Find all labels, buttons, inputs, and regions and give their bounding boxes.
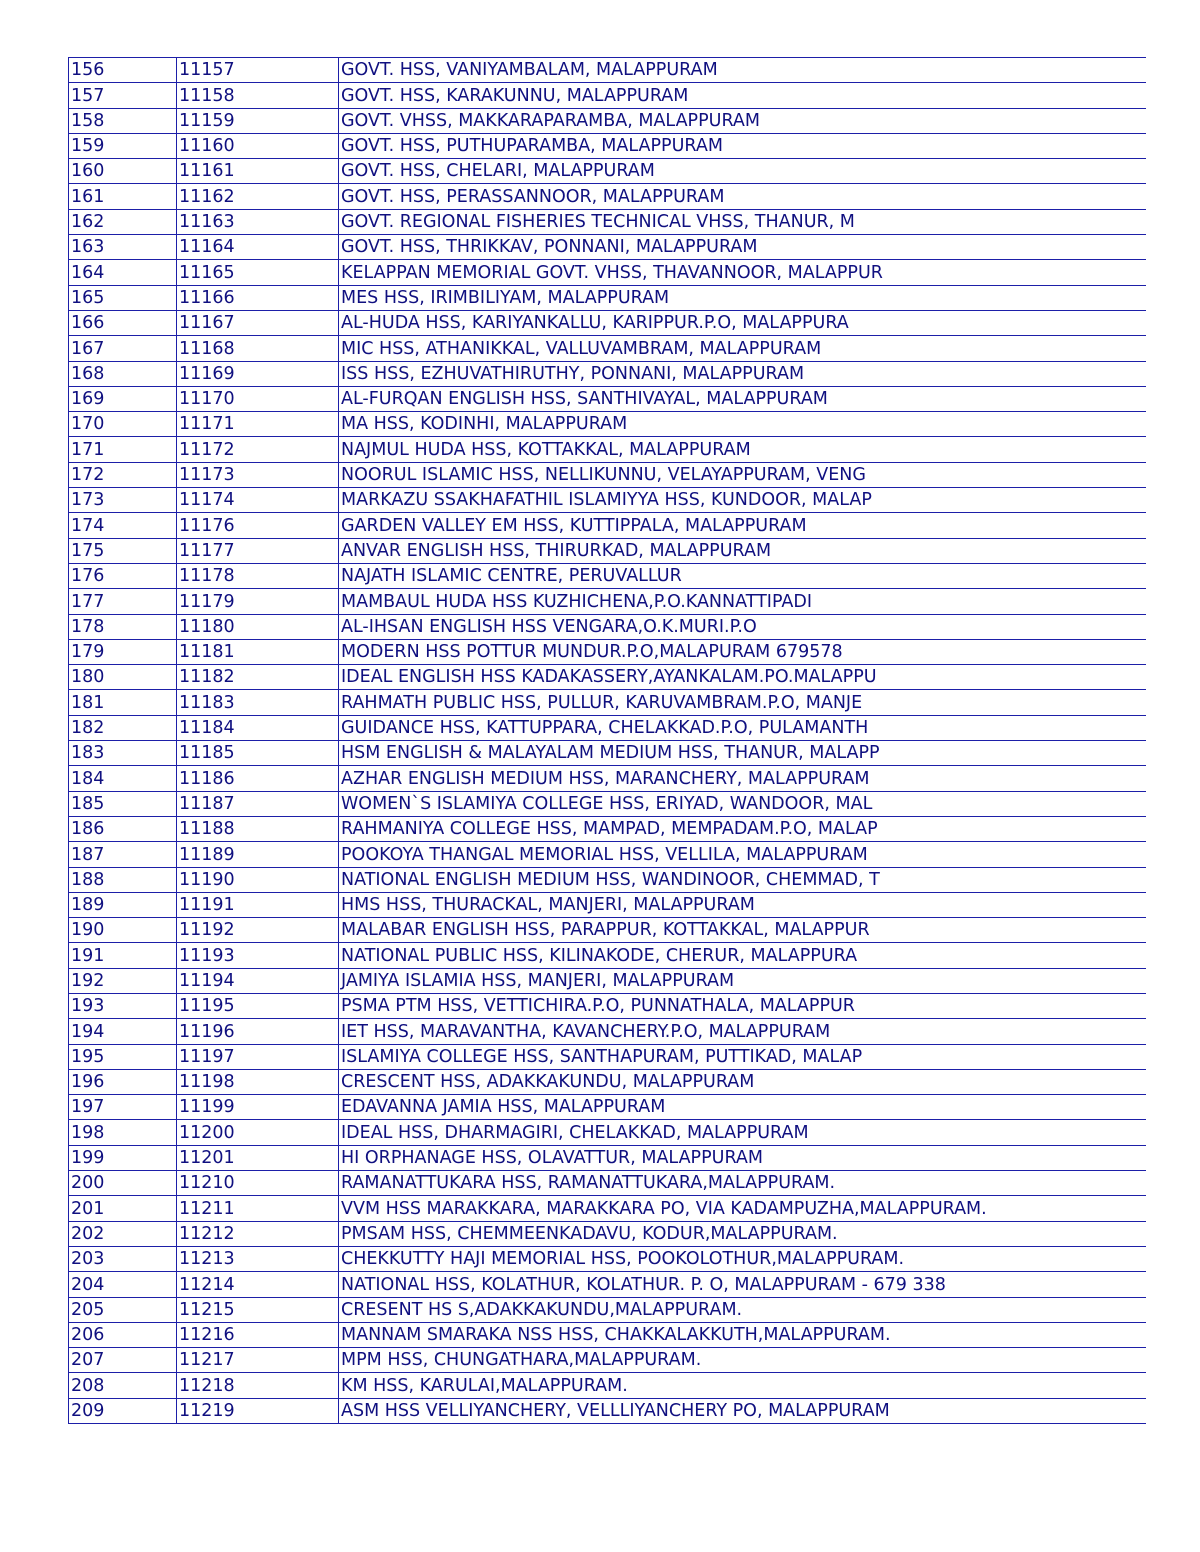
serial-number-cell: 193 <box>69 993 177 1018</box>
school-code-cell: 11186 <box>177 766 339 791</box>
school-code-cell: 11173 <box>177 462 339 487</box>
school-code-cell: 11181 <box>177 639 339 664</box>
school-code-cell: 11218 <box>177 1373 339 1398</box>
serial-number-cell: 188 <box>69 867 177 892</box>
school-code-cell: 11199 <box>177 1095 339 1120</box>
serial-number-cell: 204 <box>69 1272 177 1297</box>
table-row <box>69 108 1146 133</box>
serial-number-cell: 163 <box>69 235 177 260</box>
school-name-cell: NATIONAL PUBLIC HSS, KILINAKODE, CHERUR, MALAPPURA <box>339 943 1146 968</box>
school-list-table <box>68 57 1146 1424</box>
table-row <box>69 867 1146 892</box>
school-name-cell: MES HSS, IRIMBILIYAM, MALAPPURAM <box>339 285 1146 310</box>
table-row <box>69 943 1146 968</box>
serial-number-cell: 171 <box>69 437 177 462</box>
serial-number-cell: 182 <box>69 715 177 740</box>
serial-number-cell: 209 <box>69 1398 177 1423</box>
serial-number-cell: 198 <box>69 1120 177 1145</box>
serial-number-cell: 156 <box>69 58 177 83</box>
school-name-cell: RAMANATTUKARA HSS, RAMANATTUKARA,MALAPPURAM. <box>339 1171 1146 1196</box>
table-row <box>69 918 1146 943</box>
school-code-cell: 11177 <box>177 538 339 563</box>
school-name-cell: CHEKKUTTY HAJI MEMORIAL HSS, POOKOLOTHUR,MALAPPURAM. <box>339 1246 1146 1271</box>
school-code-cell: 11212 <box>177 1221 339 1246</box>
school-code-cell: 11161 <box>177 159 339 184</box>
serial-number-cell: 177 <box>69 589 177 614</box>
serial-number-cell: 202 <box>69 1221 177 1246</box>
school-code-cell: 11217 <box>177 1348 339 1373</box>
table-row <box>69 1297 1146 1322</box>
school-code-cell: 11190 <box>177 867 339 892</box>
school-name-cell: AL-IHSAN ENGLISH HSS VENGARA,O.K.MURI.P.O <box>339 614 1146 639</box>
serial-number-cell: 168 <box>69 361 177 386</box>
serial-number-cell: 173 <box>69 488 177 513</box>
school-code-cell: 11180 <box>177 614 339 639</box>
school-code-cell: 11197 <box>177 1044 339 1069</box>
table-row <box>69 791 1146 816</box>
school-name-cell: KM HSS, KARULAI,MALAPPURAM. <box>339 1373 1146 1398</box>
table-row <box>69 766 1146 791</box>
table-row <box>69 1221 1146 1246</box>
school-code-cell: 11171 <box>177 412 339 437</box>
serial-number-cell: 183 <box>69 741 177 766</box>
school-code-cell: 11198 <box>177 1069 339 1094</box>
school-code-cell: 11169 <box>177 361 339 386</box>
serial-number-cell: 187 <box>69 842 177 867</box>
table-row <box>69 83 1146 108</box>
serial-number-cell: 200 <box>69 1171 177 1196</box>
school-code-cell: 11178 <box>177 563 339 588</box>
school-name-cell: GOVT. REGIONAL FISHERIES TECHNICAL VHSS, THANUR, M <box>339 209 1146 234</box>
table-row <box>69 968 1146 993</box>
school-code-cell: 11170 <box>177 386 339 411</box>
serial-number-cell: 191 <box>69 943 177 968</box>
school-code-cell: 11191 <box>177 892 339 917</box>
table-row <box>69 437 1146 462</box>
table-row <box>69 639 1146 664</box>
school-code-cell: 11159 <box>177 108 339 133</box>
table-row <box>69 1019 1146 1044</box>
table-row <box>69 538 1146 563</box>
school-name-cell: VVM HSS MARAKKARA, MARAKKARA PO, VIA KADAMPUZHA,MALAPPURAM. <box>339 1196 1146 1221</box>
table-row <box>69 665 1146 690</box>
school-name-cell: EDAVANNA JAMIA HSS, MALAPPURAM <box>339 1095 1146 1120</box>
table-row <box>69 488 1146 513</box>
table-row <box>69 310 1146 335</box>
school-name-cell: NAJMUL HUDA HSS, KOTTAKKAL, MALAPPURAM <box>339 437 1146 462</box>
school-name-cell: MPM HSS, CHUNGATHARA,MALAPPURAM. <box>339 1348 1146 1373</box>
table-row <box>69 563 1146 588</box>
table-row <box>69 816 1146 841</box>
school-name-cell: AL-HUDA HSS, KARIYANKALLU, KARIPPUR.P.O, MALAPPURA <box>339 310 1146 335</box>
serial-number-cell: 199 <box>69 1145 177 1170</box>
table-row <box>69 842 1146 867</box>
serial-number-cell: 190 <box>69 918 177 943</box>
table-row <box>69 741 1146 766</box>
table-row <box>69 235 1146 260</box>
school-name-cell: WOMEN`S ISLAMIYA COLLEGE HSS, ERIYAD, WANDOOR, MAL <box>339 791 1146 816</box>
school-name-cell: IDEAL ENGLISH HSS KADAKASSERY,AYANKALAM.PO.MALAPPU <box>339 665 1146 690</box>
school-code-cell: 11213 <box>177 1246 339 1271</box>
school-code-cell: 11196 <box>177 1019 339 1044</box>
school-name-cell: MARKAZU SSAKHAFATHIL ISLAMIYYA HSS, KUNDOOR, MALAP <box>339 488 1146 513</box>
school-code-cell: 11201 <box>177 1145 339 1170</box>
school-name-cell: GOVT. HSS, PUTHUPARAMBA, MALAPPURAM <box>339 133 1146 158</box>
table-row <box>69 462 1146 487</box>
school-name-cell: GOVT. HSS, KARAKUNNU, MALAPPURAM <box>339 83 1146 108</box>
table-row <box>69 993 1146 1018</box>
school-name-cell: HSM ENGLISH & MALAYALAM MEDIUM HSS, THANUR, MALAPP <box>339 741 1146 766</box>
serial-number-cell: 166 <box>69 310 177 335</box>
school-name-cell: GOVT. HSS, VANIYAMBALAM, MALAPPURAM <box>339 58 1146 83</box>
school-code-cell: 11210 <box>177 1171 339 1196</box>
serial-number-cell: 201 <box>69 1196 177 1221</box>
table-row <box>69 1246 1146 1271</box>
serial-number-cell: 164 <box>69 260 177 285</box>
serial-number-cell: 162 <box>69 209 177 234</box>
table-row <box>69 58 1146 83</box>
serial-number-cell: 181 <box>69 690 177 715</box>
school-code-cell: 11189 <box>177 842 339 867</box>
table-row <box>69 1322 1146 1347</box>
school-name-cell: MALABAR ENGLISH HSS, PARAPPUR, KOTTAKKAL, MALAPPUR <box>339 918 1146 943</box>
serial-number-cell: 179 <box>69 639 177 664</box>
school-name-cell: IDEAL HSS, DHARMAGIRI, CHELAKKAD, MALAPPURAM <box>339 1120 1146 1145</box>
school-name-cell: POOKOYA THANGAL MEMORIAL HSS, VELLILA, MALAPPURAM <box>339 842 1146 867</box>
school-code-cell: 11183 <box>177 690 339 715</box>
table-row <box>69 1373 1146 1398</box>
school-code-cell: 11168 <box>177 336 339 361</box>
school-code-cell: 11215 <box>177 1297 339 1322</box>
serial-number-cell: 189 <box>69 892 177 917</box>
school-name-cell: PSMA PTM HSS, VETTICHIRA.P.O, PUNNATHALA, MALAPPUR <box>339 993 1146 1018</box>
school-code-cell: 11188 <box>177 816 339 841</box>
school-name-cell: MIC HSS, ATHANIKKAL, VALLUVAMBRAM, MALAPPURAM <box>339 336 1146 361</box>
school-name-cell: GOVT. HSS, PERASSANNOOR, MALAPPURAM <box>339 184 1146 209</box>
school-name-cell: AL-FURQAN ENGLISH HSS, SANTHIVAYAL, MALAPPURAM <box>339 386 1146 411</box>
serial-number-cell: 192 <box>69 968 177 993</box>
serial-number-cell: 178 <box>69 614 177 639</box>
table-row <box>69 1272 1146 1297</box>
table-row <box>69 1120 1146 1145</box>
school-name-cell: MAMBAUL HUDA HSS KUZHICHENA,P.O.KANNATTIPADI <box>339 589 1146 614</box>
school-name-cell: HMS HSS, THURACKAL, MANJERI, MALAPPURAM <box>339 892 1146 917</box>
school-code-cell: 11182 <box>177 665 339 690</box>
table-row <box>69 133 1146 158</box>
school-name-cell: MA HSS, KODINHI, MALAPPURAM <box>339 412 1146 437</box>
serial-number-cell: 195 <box>69 1044 177 1069</box>
school-code-cell: 11166 <box>177 285 339 310</box>
table-row <box>69 260 1146 285</box>
serial-number-cell: 186 <box>69 816 177 841</box>
table-row <box>69 690 1146 715</box>
school-code-cell: 11195 <box>177 993 339 1018</box>
table-row <box>69 209 1146 234</box>
serial-number-cell: 207 <box>69 1348 177 1373</box>
school-name-cell: CRESENT HS S,ADAKKAKUNDU,MALAPPURAM. <box>339 1297 1146 1322</box>
table-row <box>69 715 1146 740</box>
serial-number-cell: 197 <box>69 1095 177 1120</box>
table-row <box>69 361 1146 386</box>
serial-number-cell: 196 <box>69 1069 177 1094</box>
school-name-cell: ASM HSS VELLIYANCHERY, VELLLIYANCHERY PO, MALAPPURAM <box>339 1398 1146 1423</box>
table-row <box>69 336 1146 361</box>
school-name-cell: GOVT. HSS, THRIKKAV, PONNANI, MALAPPURAM <box>339 235 1146 260</box>
school-name-cell: ISLAMIYA COLLEGE HSS, SANTHAPURAM, PUTTIKAD, MALAP <box>339 1044 1146 1069</box>
serial-number-cell: 205 <box>69 1297 177 1322</box>
school-code-cell: 11164 <box>177 235 339 260</box>
school-name-cell: KELAPPAN MEMORIAL GOVT. VHSS, THAVANNOOR, MALAPPUR <box>339 260 1146 285</box>
table-row <box>69 1171 1146 1196</box>
school-name-cell: PMSAM HSS, CHEMMEENKADAVU, KODUR,MALAPPURAM. <box>339 1221 1146 1246</box>
school-name-cell: MANNAM SMARAKA NSS HSS, CHAKKALAKKUTH,MALAPPURAM. <box>339 1322 1146 1347</box>
serial-number-cell: 203 <box>69 1246 177 1271</box>
school-name-cell: JAMIYA ISLAMIA HSS, MANJERI, MALAPPURAM <box>339 968 1146 993</box>
serial-number-cell: 159 <box>69 133 177 158</box>
serial-number-cell: 180 <box>69 665 177 690</box>
serial-number-cell: 194 <box>69 1019 177 1044</box>
school-name-cell: GARDEN VALLEY EM HSS, KUTTIPPALA, MALAPPURAM <box>339 513 1146 538</box>
school-name-cell: NAJATH ISLAMIC CENTRE, PERUVALLUR <box>339 563 1146 588</box>
school-name-cell: CRESCENT HSS, ADAKKAKUNDU, MALAPPURAM <box>339 1069 1146 1094</box>
serial-number-cell: 158 <box>69 108 177 133</box>
school-name-cell: NOORUL ISLAMIC HSS, NELLIKUNNU, VELAYAPPURAM, VENG <box>339 462 1146 487</box>
table-row <box>69 386 1146 411</box>
table-row <box>69 1069 1146 1094</box>
school-code-cell: 11214 <box>177 1272 339 1297</box>
school-code-cell: 11163 <box>177 209 339 234</box>
serial-number-cell: 174 <box>69 513 177 538</box>
school-code-cell: 11219 <box>177 1398 339 1423</box>
table-row <box>69 1398 1146 1423</box>
school-code-cell: 11187 <box>177 791 339 816</box>
serial-number-cell: 206 <box>69 1322 177 1347</box>
serial-number-cell: 160 <box>69 159 177 184</box>
table-row <box>69 513 1146 538</box>
school-code-cell: 11211 <box>177 1196 339 1221</box>
school-code-cell: 11179 <box>177 589 339 614</box>
table-row <box>69 412 1146 437</box>
table-row <box>69 614 1146 639</box>
school-code-cell: 11167 <box>177 310 339 335</box>
serial-number-cell: 167 <box>69 336 177 361</box>
school-code-cell: 11193 <box>177 943 339 968</box>
serial-number-cell: 175 <box>69 538 177 563</box>
school-code-cell: 11176 <box>177 513 339 538</box>
table-row <box>69 1044 1146 1069</box>
table-row <box>69 1095 1146 1120</box>
school-name-cell: ANVAR ENGLISH HSS, THIRURKAD, MALAPPURAM <box>339 538 1146 563</box>
serial-number-cell: 208 <box>69 1373 177 1398</box>
table-row <box>69 1196 1146 1221</box>
school-code-cell: 11216 <box>177 1322 339 1347</box>
school-name-cell: RAHMANIYA COLLEGE HSS, MAMPAD, MEMPADAM.P.O, MALAP <box>339 816 1146 841</box>
serial-number-cell: 157 <box>69 83 177 108</box>
school-name-cell: ISS HSS, EZHUVATHIRUTHY, PONNANI, MALAPPURAM <box>339 361 1146 386</box>
school-name-cell: GUIDANCE HSS, KATTUPPARA, CHELAKKAD.P.O, PULAMANTH <box>339 715 1146 740</box>
table-row <box>69 589 1146 614</box>
serial-number-cell: 165 <box>69 285 177 310</box>
school-name-cell: GOVT. HSS, CHELARI, MALAPPURAM <box>339 159 1146 184</box>
school-name-cell: NATIONAL ENGLISH MEDIUM HSS, WANDINOOR, CHEMMAD, T <box>339 867 1146 892</box>
school-code-cell: 11192 <box>177 918 339 943</box>
school-code-cell: 11172 <box>177 437 339 462</box>
table-row <box>69 184 1146 209</box>
school-code-cell: 11157 <box>177 58 339 83</box>
school-name-cell: MODERN HSS POTTUR MUNDUR.P.O,MALAPURAM 679578 <box>339 639 1146 664</box>
school-code-cell: 11194 <box>177 968 339 993</box>
serial-number-cell: 170 <box>69 412 177 437</box>
serial-number-cell: 176 <box>69 563 177 588</box>
school-code-cell: 11158 <box>177 83 339 108</box>
school-name-cell: AZHAR ENGLISH MEDIUM HSS, MARANCHERY, MALAPPURAM <box>339 766 1146 791</box>
table-row <box>69 1145 1146 1170</box>
table-row <box>69 159 1146 184</box>
serial-number-cell: 172 <box>69 462 177 487</box>
serial-number-cell: 161 <box>69 184 177 209</box>
school-code-cell: 11184 <box>177 715 339 740</box>
school-code-cell: 11162 <box>177 184 339 209</box>
school-list-body <box>69 58 1146 1424</box>
school-code-cell: 11185 <box>177 741 339 766</box>
school-name-cell: IET HSS, MARAVANTHA, KAVANCHERY.P.O, MALAPPURAM <box>339 1019 1146 1044</box>
school-code-cell: 11200 <box>177 1120 339 1145</box>
serial-number-cell: 184 <box>69 766 177 791</box>
school-code-cell: 11165 <box>177 260 339 285</box>
table-row <box>69 1348 1146 1373</box>
school-name-cell: NATIONAL HSS, KOLATHUR, KOLATHUR. P. O, MALAPPURAM - 679 338 <box>339 1272 1146 1297</box>
school-name-cell: RAHMATH PUBLIC HSS, PULLUR, KARUVAMBRAM.P.O, MANJE <box>339 690 1146 715</box>
school-name-cell: GOVT. VHSS, MAKKARAPARAMBA, MALAPPURAM <box>339 108 1146 133</box>
school-code-cell: 11160 <box>177 133 339 158</box>
table-row <box>69 285 1146 310</box>
school-name-cell: HI ORPHANAGE HSS, OLAVATTUR, MALAPPURAM <box>339 1145 1146 1170</box>
school-code-cell: 11174 <box>177 488 339 513</box>
serial-number-cell: 185 <box>69 791 177 816</box>
serial-number-cell: 169 <box>69 386 177 411</box>
table-row <box>69 892 1146 917</box>
